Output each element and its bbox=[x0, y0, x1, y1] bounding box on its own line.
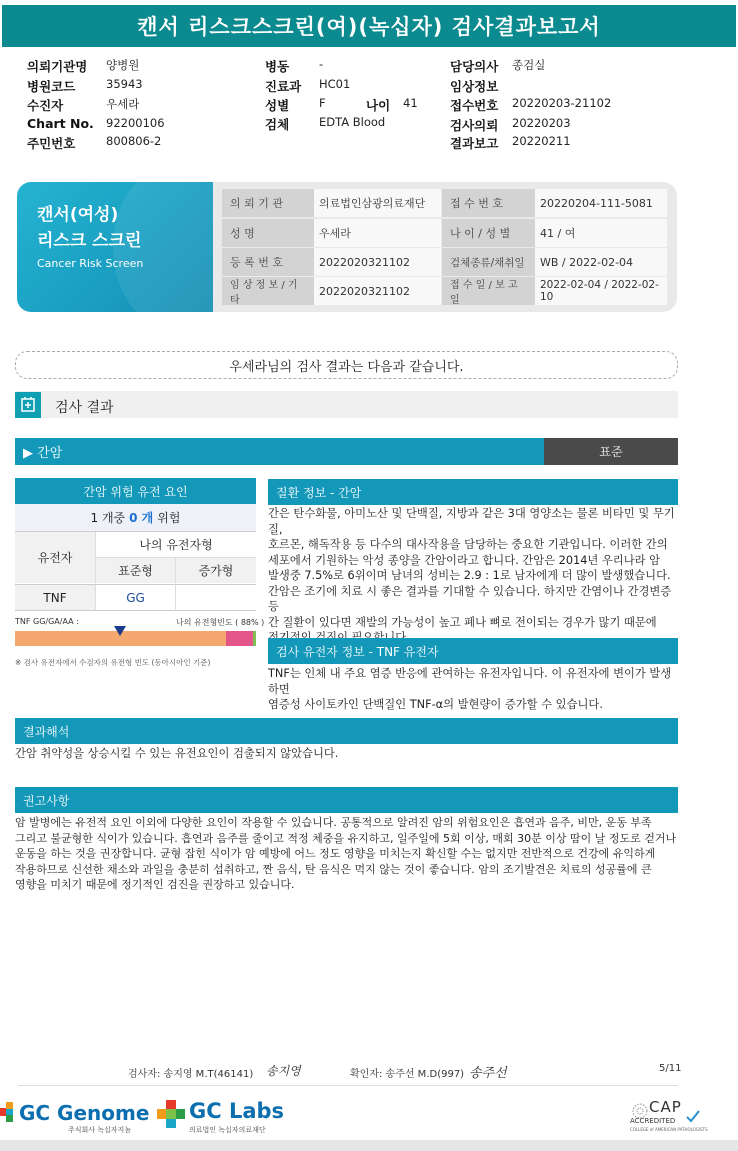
recommendation-line: 그리고 불균형한 식이가 있습니다. 흡연과 음주를 줄이고 적정 체중을 유지하고, 일주일에 5회 이상, 매회 30분 이상 땀이 날 정도로 걷거나 bbox=[15, 831, 677, 845]
card-value-receipt-no: 20220204-111-5081 bbox=[535, 189, 667, 217]
page-number: 5/11 bbox=[659, 1063, 682, 1074]
banner-title-line2: 리스크 스크린 bbox=[37, 231, 142, 251]
report-title: 캔서 리스크스크린(여)(녹십자) 검사결과보고서 bbox=[2, 5, 736, 47]
banner-title-line1: 캔서(여성) bbox=[37, 205, 119, 225]
label-hospital-code: 병원코드 bbox=[27, 79, 76, 94]
freq-left-label: TNF GG/GA/AA : bbox=[15, 617, 79, 626]
interpretation-text: 간암 취약성을 상승시킬 수 있는 유전요인이 검출되지 않았습니다. bbox=[15, 747, 339, 760]
label-age: 나이 bbox=[366, 98, 391, 113]
genotype-standard: GG bbox=[96, 584, 176, 611]
card-value-dates: 2022-02-04 / 2022-02-10 bbox=[535, 277, 667, 305]
card-value-specimen: WB / 2022-02-04 bbox=[535, 248, 667, 276]
value-resident-no: 800806-2 bbox=[106, 134, 162, 148]
confirmer-signature: 송주선 bbox=[469, 1066, 507, 1081]
confirmer-info: 확인자: 송주선 M.D(997) bbox=[350, 1069, 465, 1080]
recommendation-line: 운동을 하는 것을 권장합니다. 균형 잡힌 식이가 암 예방에 어느 정도 영향을 미치는지 확신할 수는 없지만 전반적으로 건강에 유익하게 bbox=[15, 847, 656, 861]
card-value-clinical: 2022020321102 bbox=[314, 277, 441, 305]
gene-line: TNF는 인체 내 주요 염증 반응에 관여하는 유전자입니다. 이 유전자에 변이가 발생하면 bbox=[268, 667, 672, 696]
value-ward: - bbox=[319, 57, 324, 71]
label-report-date: 결과보고 bbox=[450, 136, 499, 151]
recommendation-line: 영향을 미치기 때문에 정기적인 검진을 권장하고 있습니다. bbox=[15, 878, 295, 892]
gc-genome-sub: 주식회사 녹십자지놈 bbox=[68, 1126, 132, 1134]
label-resident-no: 주민번호 bbox=[27, 136, 76, 151]
gene-info-text bbox=[268, 666, 678, 713]
cap-accredited: ACCREDITED bbox=[630, 1117, 676, 1125]
gene-header: 유전자 bbox=[15, 532, 96, 583]
disease-info-text bbox=[268, 506, 678, 646]
recommendation-head: 권고사항 bbox=[15, 787, 678, 813]
label-request-date: 검사의뢰 bbox=[450, 118, 499, 133]
card-value-institution: 의료법인삼광의료재단 bbox=[314, 189, 441, 217]
freq-note: ※ 검사 유전자에서 수검자의 유전형 빈도 (동아시아인 기준) bbox=[15, 658, 211, 667]
disease-line: 간암은 조기에 치료 시 좋은 결과를 기대할 수 있습니다. 하지만 간염이나 간경변증 등 bbox=[268, 584, 672, 613]
risk-table-title: 간암 위험 유전 요인 bbox=[15, 478, 256, 504]
card-label-receipt-no: 접 수 번 호 bbox=[442, 189, 535, 217]
value-institution: 양병원 bbox=[106, 58, 140, 72]
genotype-increased bbox=[176, 584, 256, 611]
freq-right-label: 나의 유전형빈도 ( 88% ) bbox=[176, 618, 265, 627]
gene-name: TNF bbox=[15, 584, 96, 611]
card-banner bbox=[17, 182, 213, 312]
value-chart-no: 92200106 bbox=[106, 116, 165, 130]
disease-line: 호르몬, 해독작용 등 다수의 대사작용을 담당하는 중요한 기관입니다. 이러한 간의 bbox=[268, 538, 668, 551]
value-department: HC01 bbox=[319, 77, 351, 91]
cap-small: COLLEGE of AMERICAN PATHOLOGISTS bbox=[630, 1127, 708, 1132]
tester-signature: 송지영 bbox=[266, 1064, 301, 1078]
gc-labs-sub: 의료법인 녹십자의료재단 bbox=[189, 1126, 266, 1134]
card-value-name: 우세라 bbox=[314, 219, 441, 247]
card-label-age-sex: 나 이 / 성 별 bbox=[442, 219, 535, 247]
card-value-reg-no: 2022020321102 bbox=[314, 248, 441, 276]
label-receipt-no: 접수번호 bbox=[450, 98, 499, 113]
cancer-status: 표준 bbox=[544, 438, 678, 465]
value-age: 41 bbox=[403, 96, 418, 110]
recommendation-text bbox=[15, 815, 695, 893]
card-label-reg-no: 등 록 번 호 bbox=[222, 248, 314, 276]
tester-info: 검사자: 송지영 M.T(46141) bbox=[128, 1069, 254, 1080]
value-report-date: 20220211 bbox=[512, 134, 571, 148]
genotype-header: 나의 유전자형 bbox=[96, 532, 256, 558]
value-receipt-no: 20220203-21102 bbox=[512, 96, 612, 110]
cap-logo: CAP bbox=[649, 1098, 682, 1116]
label-clinical-info: 임상정보 bbox=[450, 79, 499, 94]
card-label-specimen: 검체종류/채취일 bbox=[442, 248, 535, 276]
risk-count-value: 0 개 bbox=[129, 511, 154, 525]
label-sex: 성별 bbox=[265, 98, 290, 113]
gc-genome-cross-icon bbox=[0, 1100, 16, 1124]
standard-header: 표준형 bbox=[96, 558, 176, 583]
disease-info-head: 질환 정보 - 간암 bbox=[268, 479, 678, 505]
result-message: 우세라님의 검사 결과는 다음과 같습니다. bbox=[15, 351, 678, 379]
genotype-marker-icon bbox=[114, 626, 126, 636]
value-request-date: 20220203 bbox=[512, 116, 571, 130]
increased-header: 증가형 bbox=[176, 558, 256, 583]
freq-bar-edge bbox=[253, 631, 256, 646]
cancer-name-bar: ▶ 간암 bbox=[15, 438, 545, 465]
gc-genome-logo: GC Genome bbox=[19, 1101, 150, 1125]
value-patient: 우세라 bbox=[106, 97, 140, 111]
value-specimen: EDTA Blood bbox=[319, 115, 386, 129]
check-icon bbox=[686, 1108, 700, 1122]
gene-info-head: 검사 유전자 정보 - TNF 유전자 bbox=[268, 638, 678, 664]
gc-labs-cross-icon bbox=[156, 1099, 186, 1129]
disease-line: 간 질환이 있다면 재발의 가능성이 높고 폐나 뼈로 전이되는 경우가 많기 때문에 bbox=[268, 615, 657, 629]
value-hospital-code: 35943 bbox=[106, 77, 143, 91]
risk-count-prefix: 1 개중 bbox=[90, 511, 126, 525]
result-icon bbox=[15, 392, 41, 418]
banner-subtitle: Cancer Risk Screen bbox=[37, 257, 144, 270]
section-title: 검사 결과 bbox=[55, 400, 114, 416]
disease-line: 발생중 7.5%로 6위이며 남녀의 성비는 2.9 : 1로 남자에게 더 많이 발생했습니다. bbox=[268, 569, 671, 582]
disease-line: 간은 탄수화물, 아미노산 및 단백질, 지방과 같은 3대 영양소는 물론 비타민 및 무기질, bbox=[268, 507, 675, 536]
label-chart-no: Chart No. bbox=[27, 116, 94, 131]
footer-divider bbox=[18, 1085, 678, 1086]
label-institution: 의뢰기관명 bbox=[27, 59, 88, 74]
interpretation-head: 결과해석 bbox=[15, 718, 678, 744]
value-doctor: 종검실 bbox=[512, 58, 546, 72]
disease-line: 세포에서 기원하는 악성 종양을 간암이라고 합니다. 간암은 2014년 우리나라 암 bbox=[268, 553, 661, 567]
value-sex: F bbox=[319, 96, 326, 110]
card-label-institution: 의 뢰 기 관 bbox=[222, 189, 314, 217]
bottom-strip bbox=[0, 1140, 738, 1151]
card-label-clinical: 임 상 정 보 / 기 타 bbox=[222, 277, 314, 305]
label-patient: 수진자 bbox=[27, 98, 64, 113]
freq-bar-rare bbox=[226, 631, 253, 646]
label-department: 진료과 bbox=[265, 79, 302, 94]
label-specimen: 검체 bbox=[265, 117, 290, 132]
label-doctor: 담당의사 bbox=[450, 59, 499, 74]
label-ward: 병동 bbox=[265, 59, 290, 74]
recommendation-line: 작용하므로 신선한 채소와 과일을 충분히 섭취하고, 짠 음식, 탄 음식은 먹지 않는 것이 좋습니다. 암의 조기발견은 치료의 성공률에 큰 bbox=[15, 862, 652, 876]
card-value-age-sex: 41 / 여 bbox=[535, 219, 667, 247]
recommendation-line: 암 발병에는 유전적 요인 이외에 다양한 요인이 작용할 수 있습니다. 공통적으로 알려진 암의 위험요인은 흡연과 음주, 비만, 운동 부족 bbox=[15, 816, 652, 829]
risk-count-suffix: 위험 bbox=[157, 511, 181, 525]
gene-line: 염증성 사이토카인 단백질인 TNF-α의 발현량이 증가할 수 있습니다. bbox=[268, 698, 603, 711]
risk-count bbox=[15, 504, 256, 532]
gc-labs-logo: GC Labs bbox=[189, 1099, 285, 1123]
card-label-dates: 접 수 일 / 보 고 일 bbox=[442, 277, 535, 305]
card-label-name: 성 명 bbox=[222, 219, 314, 247]
section-header bbox=[15, 391, 678, 418]
